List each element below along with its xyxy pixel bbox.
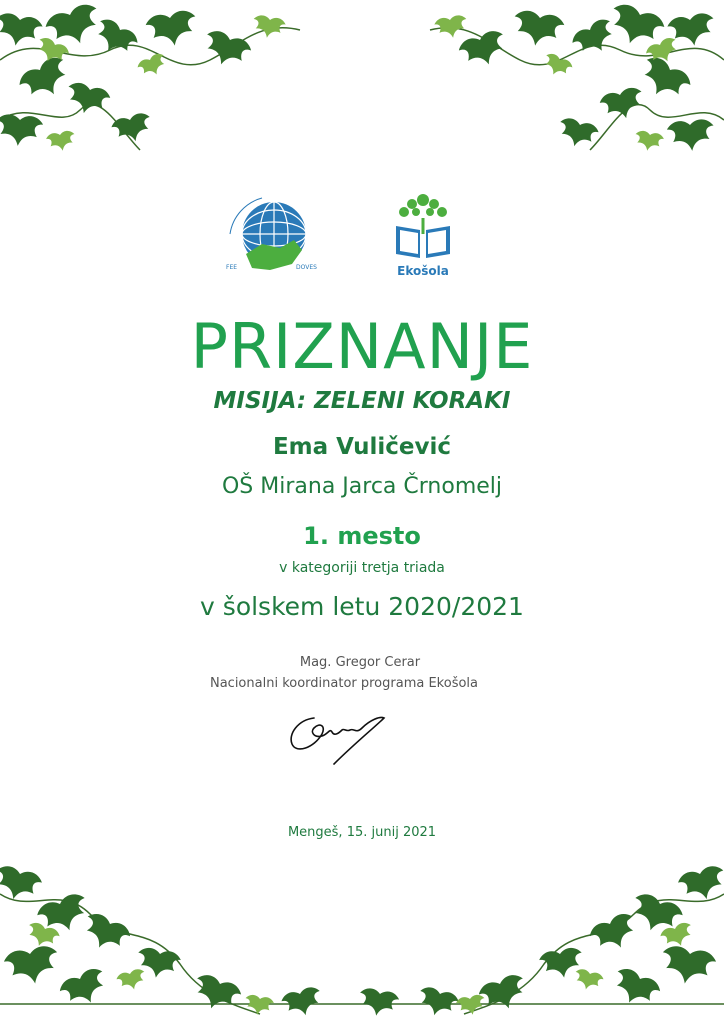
ivy-border-bottom [0,854,724,1024]
fee-text: FEE [226,264,238,271]
ekosola-label: Ekošola [397,264,449,278]
ivy-border-top [0,0,724,160]
placement: 1. mesto [303,522,421,550]
logos-row [0,190,724,290]
recipient-name: Ema Vuličević [272,434,452,460]
mission-name: MISIJA: ZELENI KORAKI [213,388,511,414]
signatory-role: Nacionalni koordinator programa Ekošola [209,676,479,691]
doves-text: DOVES [296,264,317,271]
school-name: OŠ Mirana Jarca Črnomelj [221,474,503,499]
ekosola-logo [386,190,460,286]
signature [284,704,392,768]
category-text: v kategoriji tretja triada [279,560,445,576]
school-year: v šolskem letu 2020/2021 [200,592,524,621]
certificate-title: PRIZNANJE [190,310,534,383]
issue-date: Mengeš, 15. junij 2021 [287,825,437,840]
dovez-logo [222,194,318,286]
signatory-name: Mag. Gregor Cerar [299,655,421,670]
